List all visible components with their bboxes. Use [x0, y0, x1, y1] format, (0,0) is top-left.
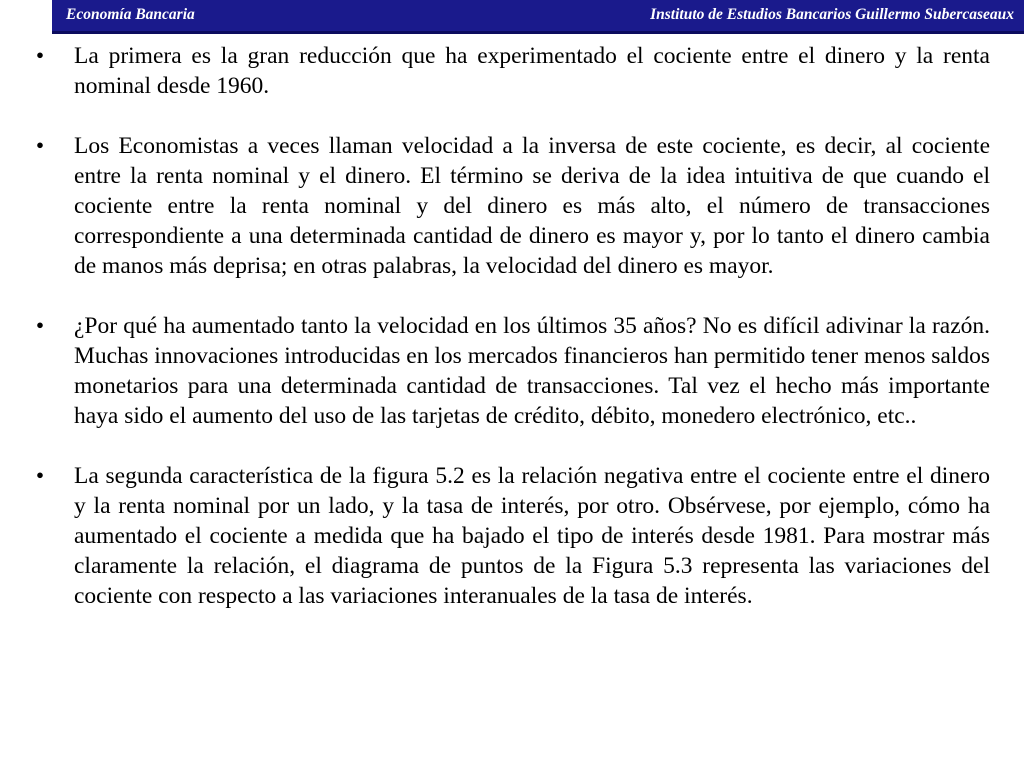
header-institute-title: Instituto de Estudios Bancarios Guillermo Subercaseaux	[650, 6, 1014, 23]
bullet-text: La segunda característica de la figura 5.2 es la relación negativa entre el cociente entre el dinero y la renta nominal por un lado, y la tasa de interés, por otro. Obsérvese, por ejemplo, cómo ha aumentado el cociente a medida que ha bajado el tipo de interés desde 1981. Para mostrar más claramente la relación, el diagrama de puntos de la Figura 5.3 representa las variaciones del cociente con respecto a las variaciones interanuales de la tasa de interés.	[74, 463, 990, 609]
header-course-title: Economía Bancaria	[66, 6, 195, 23]
bullet-icon: •	[35, 463, 45, 489]
bullet-text: Los Economistas a veces llaman velocidad a la inversa de este cociente, es decir, al cociente entre la renta nominal y el dinero. El término se deriva de la idea intuitiva de que cuando el cociente entre la renta nominal y del dinero es más alto, el número de transacciones correspondiente a una determinada cantidad de dinero es mayor y, por lo tanto el dinero cambia de manos más deprisa; en otras palabras, la velocidad del dinero es mayor.	[74, 133, 990, 279]
bullet-text: La primera es la gran reducción que ha experimentado el cociente entre el dinero y la renta nominal desde 1960.	[74, 43, 990, 99]
bullet-icon: •	[35, 43, 45, 69]
header-bar	[52, 0, 1024, 34]
bullet-item-2	[30, 131, 990, 281]
bullet-item-3	[30, 311, 990, 431]
bullet-icon: •	[35, 133, 45, 159]
bullet-item-1	[30, 41, 990, 101]
bullet-text: ¿Por qué ha aumentado tanto la velocidad en los últimos 35 años? No es difícil adivinar la razón. Muchas innovaciones introducidas en los mercados financieros han permitido tener menos saldos monetarios para una determinada cantidad de transacciones. Tal vez el hecho más importante haya sido el aumento del uso de las tarjetas de crédito, débito, monedero electrónico, etc..	[74, 313, 990, 429]
bullet-item-4	[30, 461, 990, 611]
slide-content	[30, 41, 990, 611]
bullet-icon: •	[35, 313, 45, 339]
